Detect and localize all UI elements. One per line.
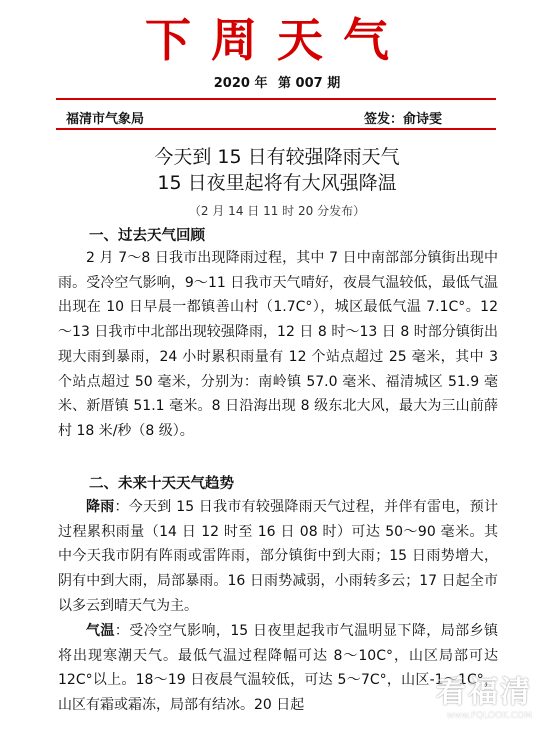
signer: 签发：俞诗雯 — [364, 112, 443, 127]
header-divider-bottom — [56, 128, 496, 130]
article-title-line1: 今天到 15 日有较强降雨天气 — [154, 146, 400, 168]
issue-line — [0, 72, 554, 91]
site-watermark — [436, 667, 532, 721]
rain-text: ：今天到 15 日我市有较强降雨天气过程，并伴有雷电，预计过程累积雨量（14 日 12 时至 16 日 08 时）可达 50～90 毫米。其中今天我市阴有阵雨或雷阵雨，部分镇街中到大雨；15 日雨势增大，阴有中到大雨，局部暴雨。16 日雨势减弱，小雨转多云；17 日起全市以多云到晴天气为主。 — [58, 499, 499, 614]
section1-paragraph: 2 月 7～8 日我市出现降雨过程，其中 7 日中南部部分镇街出现中雨。受冷空气影响，9～11 日我市天气晴好，夜晨气温较低，最低气温出现在 10 日早晨一都镇善山村（1.7C°），城区最低气温 7.1C°。12～13 日我市中北部出现较强降雨，12 日 8 时～13 日 8 时部分镇街出现大雨到暴雨，24 小时累积雨量有 12 个站点超过 25 毫米，其中 3 个站点超过 50 毫米，分别为：南岭镇 57.0 毫米、福清城区 51.9 毫米、新厝镇 51.1 毫米。8 日沿海出现 8 级东北大风，最大为三山前薛村 18 米/秒（8 级）。 — [58, 250, 498, 439]
issue-year: 2020 年 — [213, 76, 268, 91]
issuing-organization: 福清市气象局 — [66, 112, 145, 127]
temperature-text: ：受冷空气影响，15 日夜里起我市气温明显下降，局部乡镇将出现寒潮天气。最低气温过程降幅可达 8～10C°，山区局部可达 12C°以上。18～19 日夜晨气温较低，可达 5～7C°，山区-1～1C°，山区有霜或霜冻，局部有结冰。20 日起 — [58, 623, 499, 714]
masthead-title: 下周天气 — [145, 13, 409, 67]
publish-time: （2 月 14 日 11 时 20 分发布） — [188, 204, 366, 218]
temperature-paragraph — [58, 619, 498, 718]
section1-heading: 一、过去天气回顾 — [89, 228, 205, 244]
rain-label: 降雨 — [86, 499, 115, 515]
section2-heading: 二、未来十天天气趋势 — [89, 476, 234, 492]
rain-paragraph — [58, 495, 498, 619]
temperature-label: 气温 — [86, 623, 115, 639]
watermark-url: www.FQLOOK.COM — [446, 711, 532, 721]
watermark-logo-text: 看福清 — [436, 675, 532, 710]
article-title-line2: 15 日夜里起将有大风强降温 — [157, 172, 397, 194]
issue-number: 第 007 期 — [278, 76, 341, 91]
header-divider-top — [56, 98, 496, 100]
